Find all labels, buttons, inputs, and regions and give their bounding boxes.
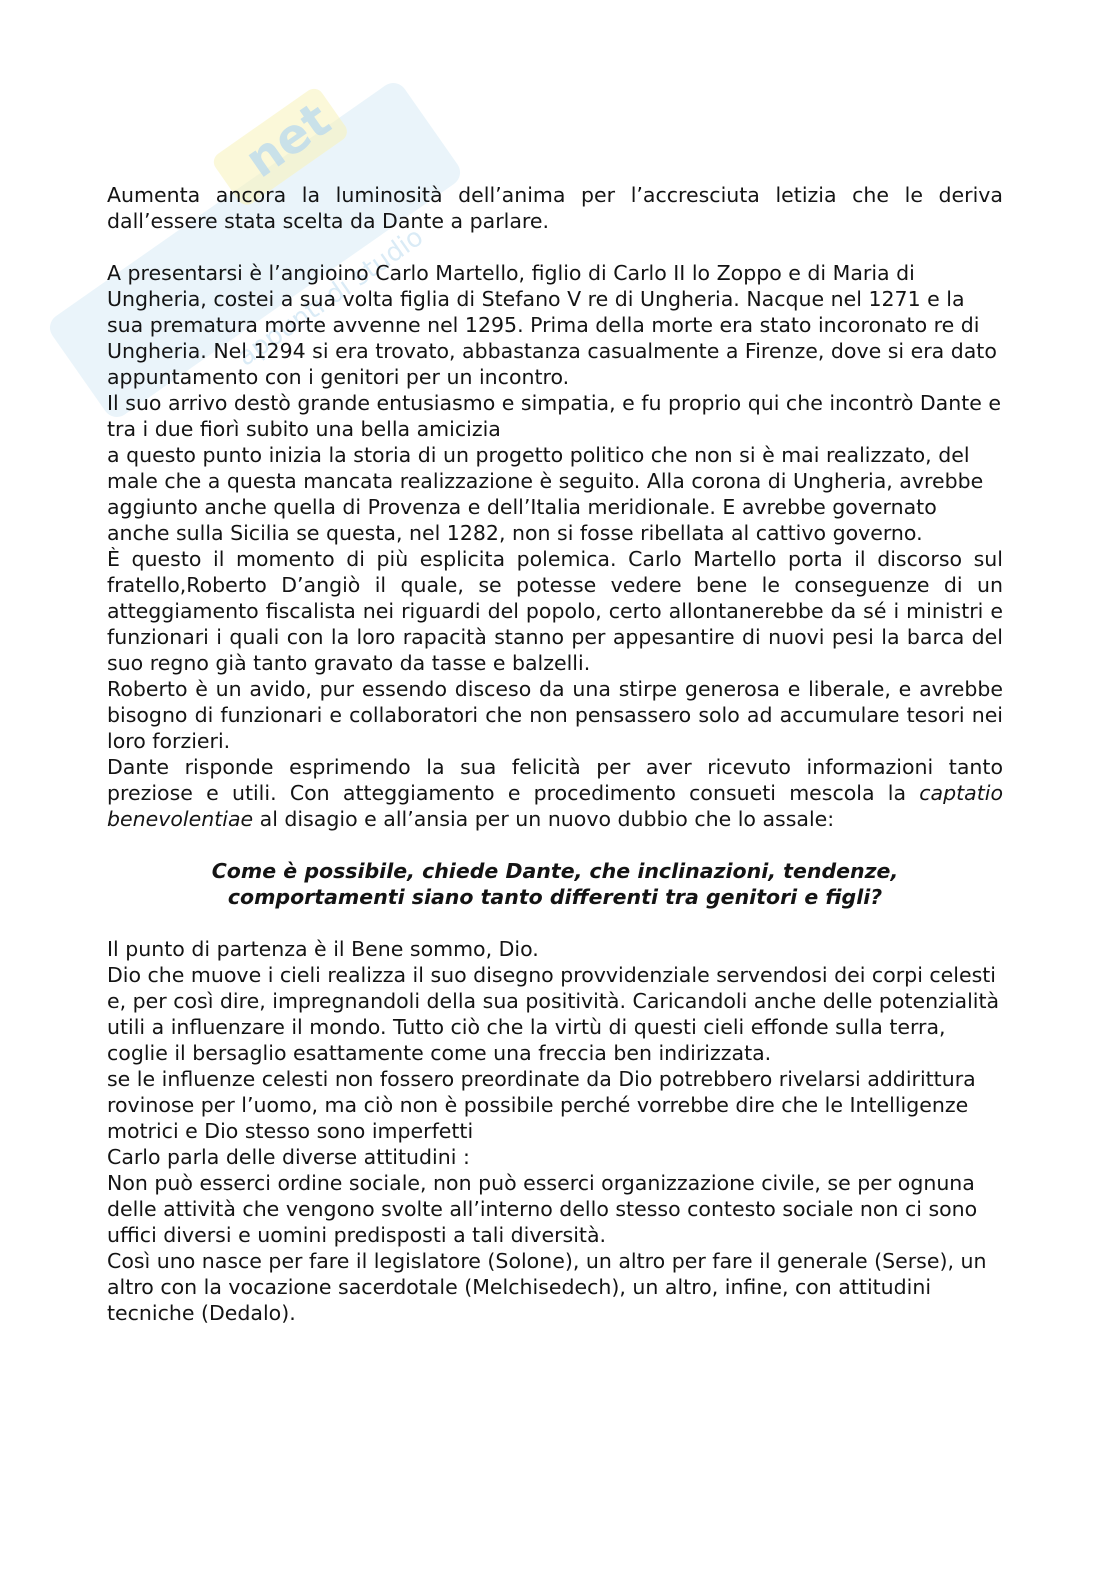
paragraph-attitudes: Carlo parla delle diverse attitudini : bbox=[107, 1145, 470, 1169]
question-line-2: comportamenti siano tanto differenti tra genitori e figli? bbox=[227, 885, 883, 909]
paragraph-gap bbox=[107, 234, 1003, 260]
paragraph-celestial-influences: se le influenze celesti non fossero preordinate da Dio potrebbero rivelarsi addirittura rovinose per l’uomo, ma ciò non è possibile perché vorrebbe dire che le Intelligenze motrici e Dio stesso sono imperfetti bbox=[107, 1067, 976, 1143]
captatio-italic: captatio benevolentiae bbox=[107, 781, 1003, 831]
paragraph-intro: Aumenta ancora la luminosità dell’anima per l’accresciuta letizia che le deriva dall’essere stata scelta da Dante a parlare. bbox=[107, 183, 1003, 233]
paragraph-arrival: Il suo arrivo destò grande entusiasmo e simpatia, e fu proprio qui che incontrò Dante e tra i due fiorì subito una bella amicizia bbox=[107, 391, 1002, 441]
paragraph-political-project: a questo punto inizia la storia di un progetto politico che non si è mai realizzato, del male che a questa mancata realizzazione è seguito. Alla corona di Ungheria, avrebbe aggiunto anche quella di Provenza e dell’Italia meridionale. E avrebbe governato anche sulla Sicilia se questa, nel 1282, non si fosse ribellata al cattivo governo. bbox=[107, 443, 984, 545]
paragraph-examples: Così uno nasce per fare il legislatore (Solone), un altro per fare il generale (Serse), un altro con la vocazione sacerdotale (Melchisedech), un altro, infine, con attitudini tecniche (Dedalo). bbox=[107, 1249, 987, 1325]
paragraph-polemic: È questo il momento di più esplicita polemica. Carlo Martello porta il discorso sul fratello,Roberto D’angiò il quale, se potesse vedere bene le conseguenze di un atteggiamento fiscalista nei riguardi del popolo, certo allontanerebbe da sé i ministri e funzionari i quali con la loro rapacità stanno per appesantire di nuovi pesi la barca del suo regno già tanto gravato da tasse e balzelli. bbox=[107, 547, 1003, 675]
document-body bbox=[107, 182, 1003, 1326]
paragraph-god-heavens: Dio che muove i cieli realizza il suo disegno provvidenziale servendosi dei corpi celesti e, per così dire, impregnandoli della sua positività. Caricandoli anche delle potenzialità utili a influenzare il mondo. Tutto ciò che la virtù di questi cieli effonde sulla terra, coglie il bersaglio esattamente come una freccia ben indirizzata. bbox=[107, 963, 1000, 1065]
paragraph-social-order: Non può esserci ordine sociale, non può esserci organizzazione civile, se per ognuna delle attività che vengono svolte all’interno dello stesso contesto sociale non ci sono uffici diversi e uomini predisposti a tali diversità. bbox=[107, 1171, 978, 1247]
paragraph-carlo-martello: A presentarsi è l’angioino Carlo Martello, figlio di Carlo II lo Zoppo e di Maria di Ungheria, costei a sua volta figlia di Stefano V re di Ungheria. Nacque nel 1271 e la sua prematura morte avvenne nel 1295. Prima della morte era stato incoronato re di Ungheria. Nel 1294 si era trovato, abbastanza casualmente a Firenze, dove si era dato appuntamento con i genitori per un incontro. bbox=[107, 261, 997, 389]
paragraph-roberto: Roberto è un avido, pur essendo disceso da una stirpe generosa e liberale, e avrebbe bisogno di funzionari e collaboratori che non pensassero solo ad accumulare tesori nei loro forzieri. bbox=[107, 677, 1003, 753]
reply-text-end: al disagio e all’ansia per un nuovo dubbio che lo assale: bbox=[253, 807, 835, 831]
paragraph-starting-point: Il punto di partenza è il Bene sommo, Dio. bbox=[107, 937, 539, 961]
paragraph-gap bbox=[107, 910, 1003, 936]
watermark-sub-text: appunti di studio bbox=[231, 222, 429, 373]
reply-text-start: Dante risponde esprimendo la sua felicità per aver ricevuto informazioni tanto preziose e utili. Con atteggiamento e procedimento consueti mescola la bbox=[107, 755, 1003, 805]
paragraph-gap bbox=[107, 832, 1003, 858]
paragraph-dante-reply bbox=[107, 754, 1003, 832]
question-line-1: Come è possibile, chiede Dante, che inclinazioni, tendenze, bbox=[211, 859, 899, 883]
watermark-brand-text: net bbox=[235, 91, 341, 189]
